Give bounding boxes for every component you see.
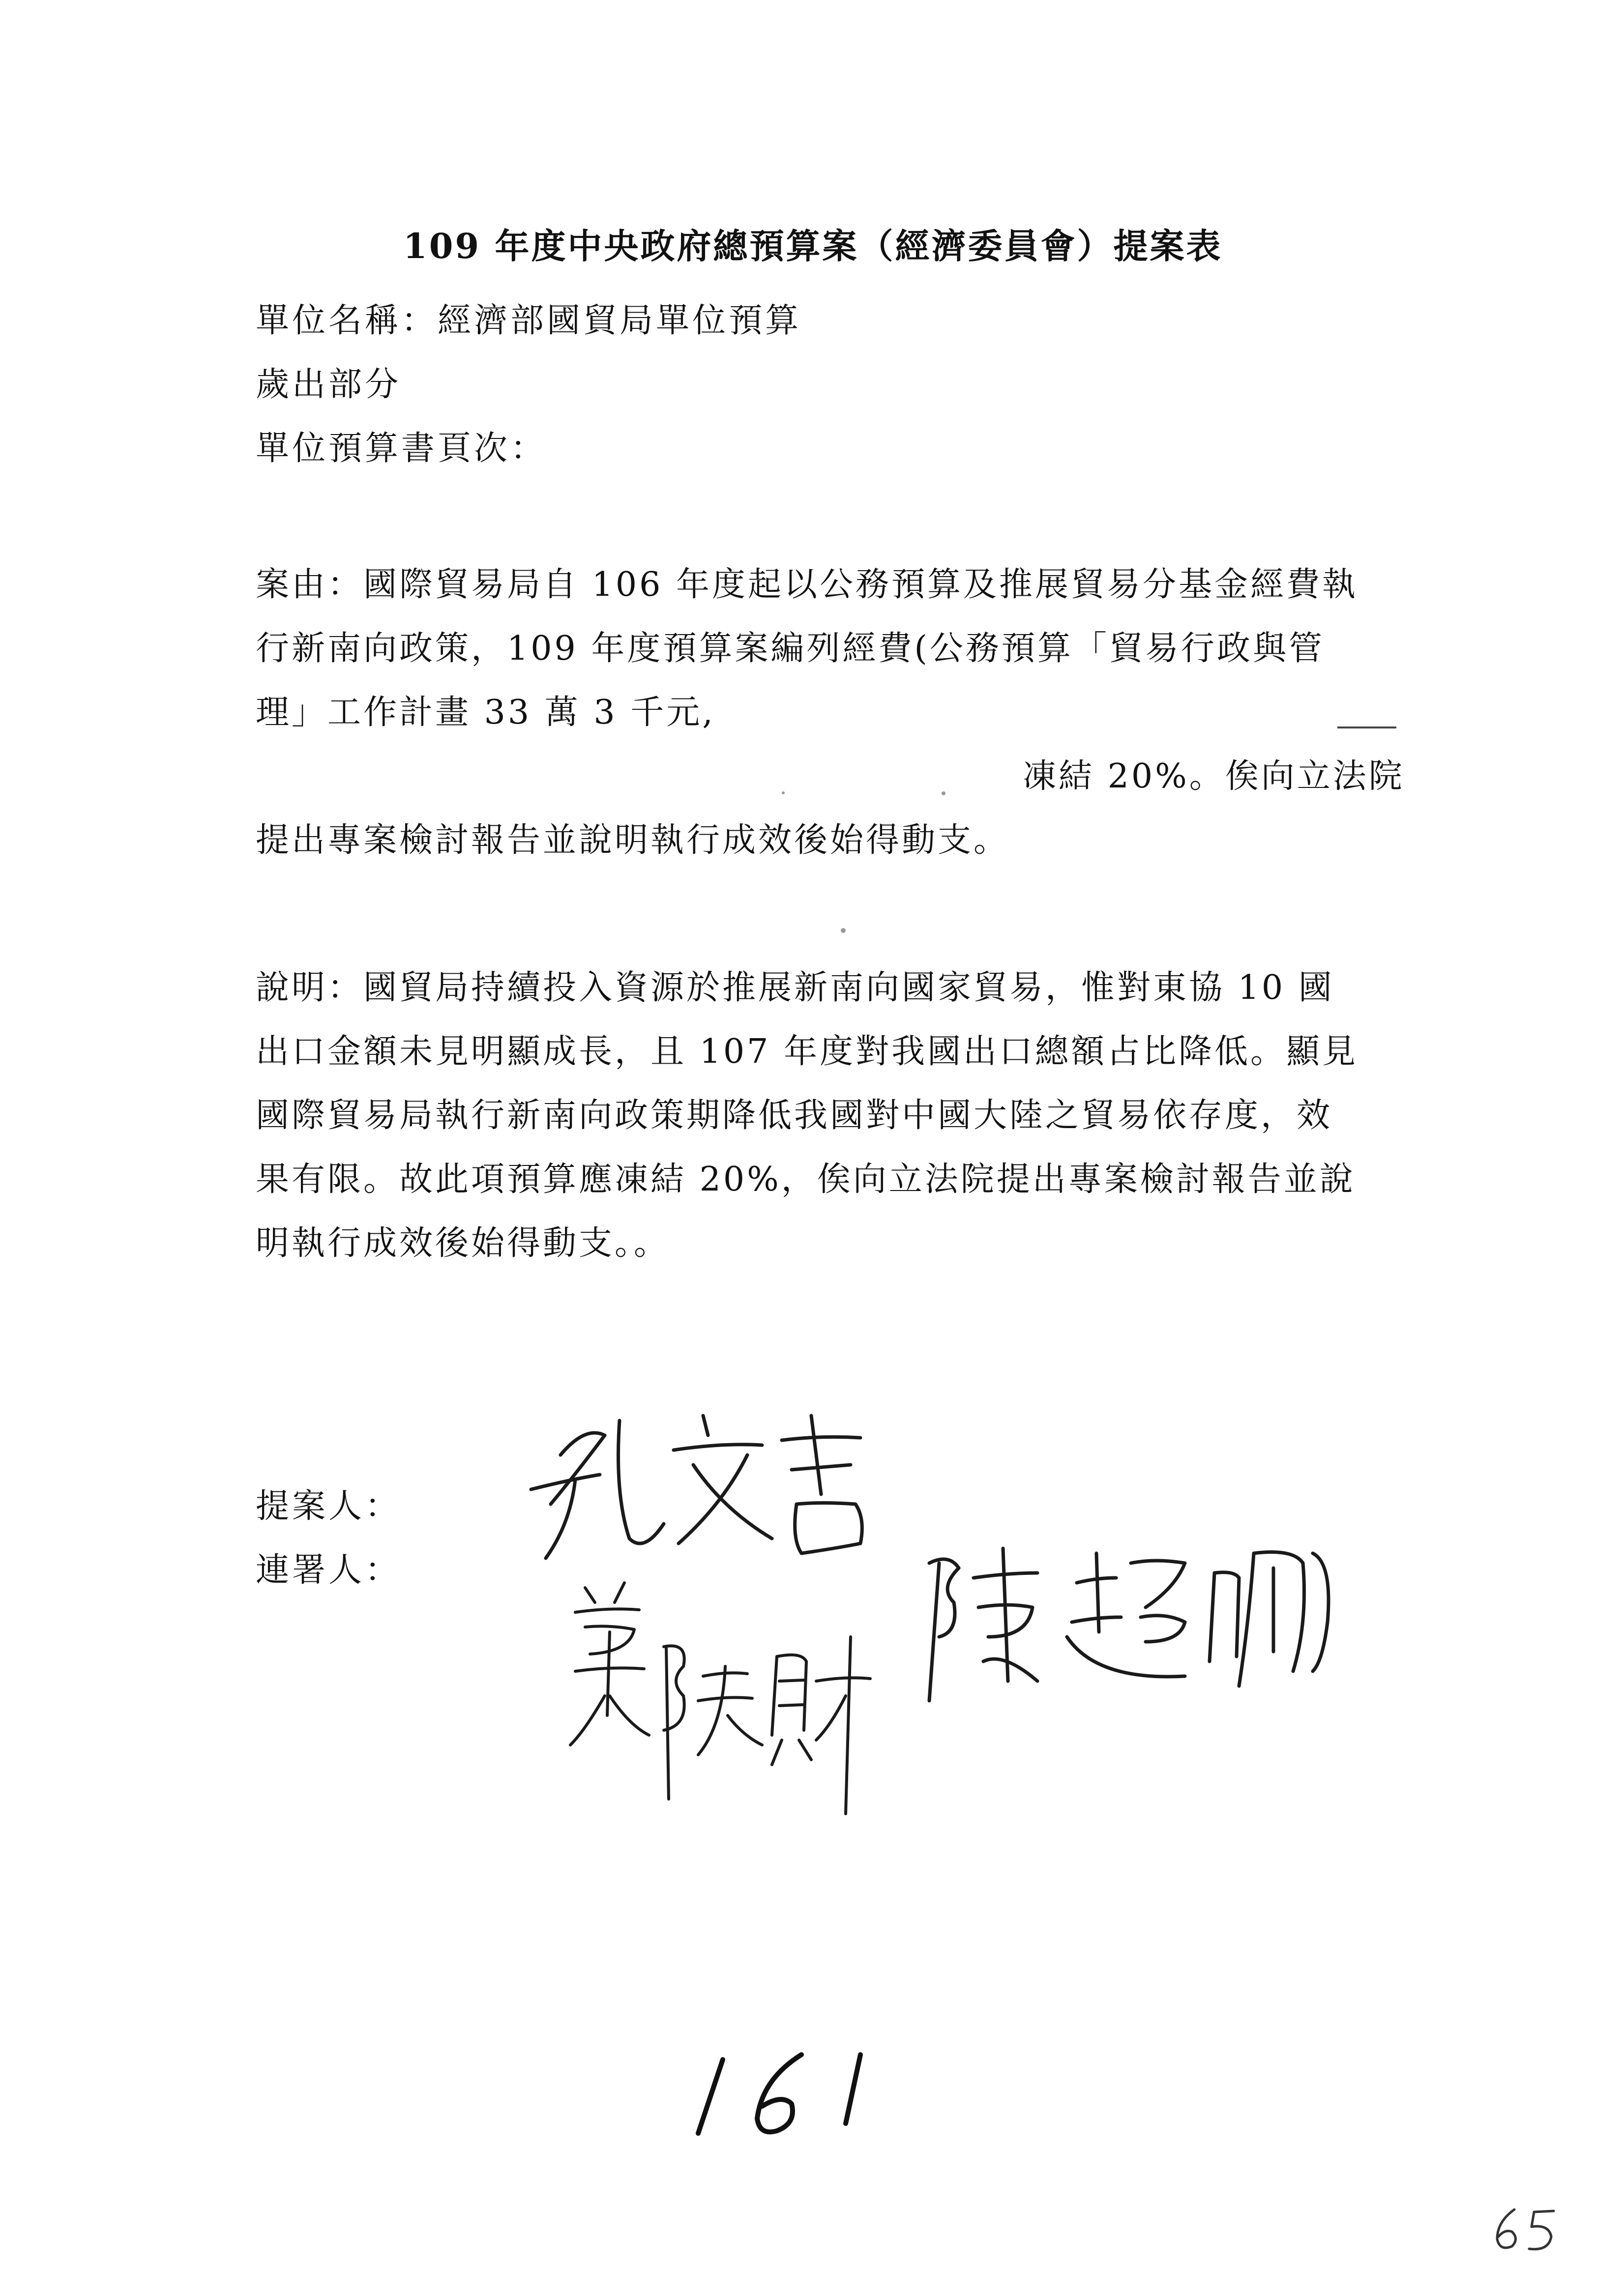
description-line-1: 說明：國貿局持續投入資源於推展新南向國家貿易，惟對東協 10 國 — [256, 968, 1334, 1007]
scan-speck — [782, 791, 785, 794]
case-line-5: 提出專案檢討報告並說明執行成效後始得動支。 — [256, 821, 1010, 860]
handwritten-number — [679, 2040, 885, 2138]
case-line-4: 凍結 20%。俟向立法院 — [1023, 757, 1405, 796]
scan-speck — [942, 791, 945, 795]
cosigner-signature-1 — [910, 1524, 1352, 1711]
proposer-label: 提案人： — [256, 1487, 402, 1526]
description-line-5: 明執行成效後始得動支。。 — [256, 1224, 670, 1263]
unit-name-line: 單位名稱：經濟部國貿局單位預算 — [256, 301, 802, 340]
description-line-2: 出口金額未見明顯成長，且 107 年度對我國出口總額占比降低。顯見 — [256, 1032, 1358, 1071]
redaction-mark — [1337, 727, 1396, 728]
description-line-4: 果有限。故此項預算應凍結 20%，俟向立法院提出專案檢討報告並說 — [256, 1160, 1356, 1199]
case-line-1: 案由：國際貿易局自 106 年度起以公務預算及推展貿易分基金經費執 — [256, 565, 1358, 604]
proposer-signature — [516, 1396, 919, 1583]
document-title: 109 年度中央政府總預算案（經濟委員會）提案表 — [403, 226, 1223, 266]
page-number — [1485, 2202, 1564, 2256]
cosigner-signature-2 — [556, 1568, 890, 1824]
case-line-3: 理」工作計畫 33 萬 3 千元, — [256, 693, 715, 732]
description-line-3: 國際貿易局執行新南向政策期降低我國對中國大陸之貿易依存度，效 — [256, 1096, 1333, 1135]
page-reference-line: 單位預算書頁次： — [256, 429, 547, 468]
scan-speck — [841, 928, 846, 933]
section-line: 歲出部分 — [256, 365, 402, 404]
case-line-2: 行新南向政策，109 年度預算案編列經費(公務預算「貿易行政與管 — [256, 629, 1325, 668]
cosigner-label: 連署人： — [256, 1551, 402, 1590]
